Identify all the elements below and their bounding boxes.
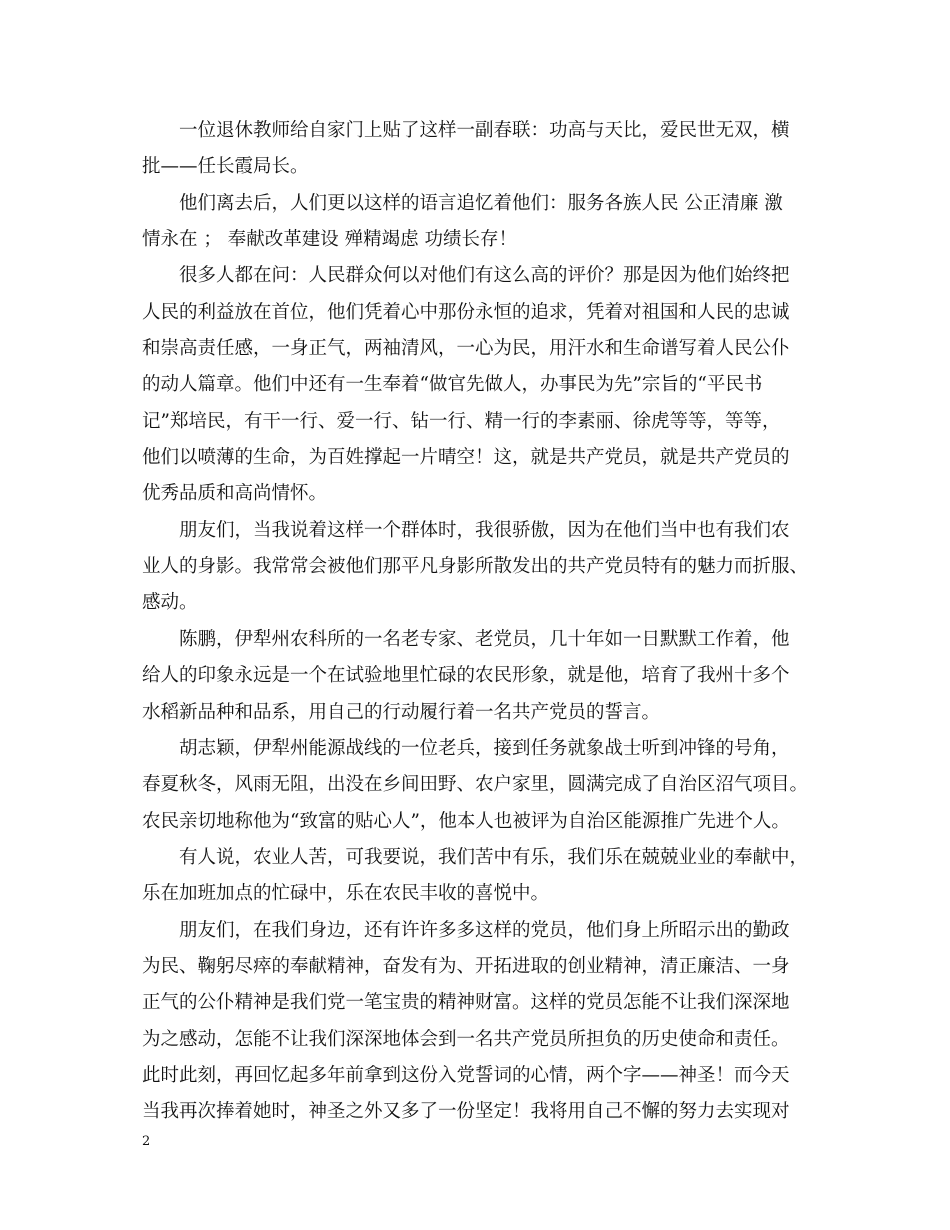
text-line: 记”郑培民，有干一行、爱一行、钻一行、精一行的李素丽、徐虎等等，等等， [142, 410, 781, 432]
text-line: 优秀品质和高尚情怀。 [142, 483, 328, 505]
text-line: 乐在加班加点的忙碌中，乐在农民丰收的喜悦中。 [142, 883, 550, 905]
text-line: 和崇高责任感，一身正气，两袖清风，一心为民，用汗水和生命谱写着人民公仆 [142, 338, 790, 360]
text-line: 为之感动，怎能不让我们深深地体会到一名共产党员所担负的历史使命和责任。 [142, 1028, 790, 1050]
text-line: 情永在 ； 奉献改革建设 殚精竭虑 功绩长存！ [142, 229, 518, 251]
text-line: 正气的公仆精神是我们党一笔宝贵的精神财富。这样的党员怎能不让我们深深地 [142, 992, 790, 1014]
text-line: 很多人都在问：人民群众何以对他们有这么高的评价？那是因为他们始终把 [179, 265, 790, 287]
text-line: 水稻新品种和品系，用自己的行动履行着一名共产党员的誓言。 [142, 701, 661, 723]
text-line: 他们离去后，人们更以这样的语言追忆着他们：服务各族人民 公正清廉 激 [179, 192, 783, 214]
text-line: 农民亲切地称他为“致富的贴心人”，他本人也被评为自治区能源推广先进个人。 [142, 810, 790, 832]
document-body [142, 113, 822, 1131]
text-line: 朋友们，在我们身边，还有许许多多这样的党员，他们身上所昭示出的勤政 [179, 919, 790, 941]
text-line: 批——任长霞局长。 [142, 156, 309, 178]
text-line: 朋友们，当我说着这样一个群体时，我很骄傲，因为在他们当中也有我们农 [179, 519, 790, 541]
text-line: 春夏秋冬，风雨无阻，出没在乡间田野、农户家里，圆满完成了自治区沼气项目。 [142, 774, 809, 796]
text-line: 当我再次捧着她时，神圣之外又多了一份坚定！我将用自己不懈的努力去实现对 [142, 1101, 790, 1123]
text-line: 胡志颖，伊犁州能源战线的一位老兵，接到任务就象战士听到冲锋的号角， [179, 737, 790, 759]
text-line: 业人的身影。我常常会被他们那平凡身影所散发出的共产党员特有的魅力而折服、 [142, 556, 809, 578]
text-line: 给人的印象永远是一个在试验地里忙碌的农民形象，就是他，培育了我州十多个 [142, 665, 790, 687]
text-line: 人民的利益放在首位，他们凭着心中那份永恒的追求，凭着对祖国和人民的忠诚 [142, 301, 790, 323]
text-line: 有人说，农业人苦，可我要说，我们苦中有乐，我们乐在兢兢业业的奉献中， [179, 846, 809, 868]
text-line: 一位退休教师给自家门上贴了这样一副春联：功高与天比，爱民世无双，横 [179, 120, 790, 141]
text-line: 陈鹏，伊犁州农科所的一名老专家、老党员，几十年如一日默默工作着，他 [179, 628, 790, 650]
text-line: 为民、鞠躬尽瘁的奉献精神，奋发有为、开拓进取的创业精神，清正廉洁、一身 [142, 955, 790, 977]
text-line: 的动人篇章。他们中还有一生奉着“做官先做人，办事民为先”宗旨的“平民书 [142, 374, 763, 396]
text-line: 此时此刻，再回忆起多年前拿到这份入党誓词的心情，两个字——神圣！而今天 [142, 1064, 790, 1086]
page-number: 2 [142, 1134, 151, 1149]
text-line: 感动。 [142, 592, 198, 614]
text-line: 他们以喷薄的生命，为百姓撑起一片晴空！这，就是共产党员，就是共产党员的 [142, 447, 790, 469]
